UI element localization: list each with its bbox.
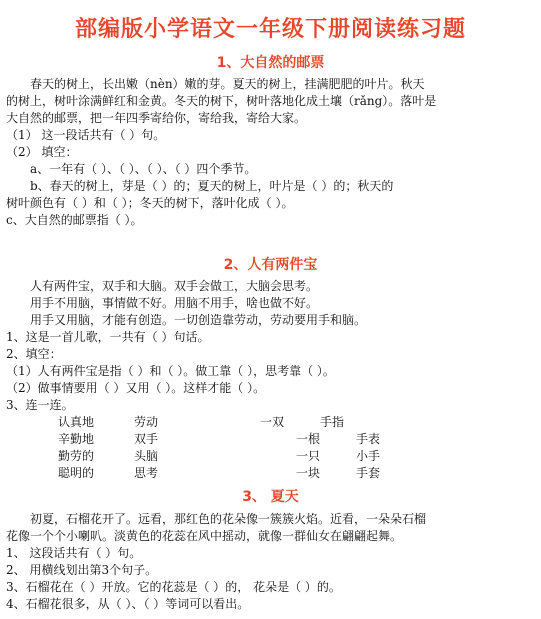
section-3-heading: 3、 夏天 (242, 489, 299, 505)
question-line: （1） 这一段话共有（ ）句。 (6, 128, 166, 142)
passage-line: 初夏，石榴花开了。远看，那红色的花朵像一簇簇火焰。近看，一朵朵石榴 (30, 512, 427, 526)
question-line: （2） 填空： (6, 145, 78, 159)
question-line: 1、 这段话共有（ ）句。 (6, 546, 142, 560)
question-line: （1）人有两件宝是指（ ）和（ ）。做工靠（ ），思考靠（ ）。 (6, 364, 335, 378)
matching-left-a: 认真地 (58, 415, 95, 429)
question-line: 3、石榴花在（ ）开放。它的花蕊是（ ）的， 花朵是（ ）的。 (6, 580, 341, 594)
passage-line: 大自然的邮票，把一年四季寄给你，寄给我，寄给大家。 (6, 111, 307, 125)
poem-line: 用手又用脑，才能有创造。一切创造靠劳动，劳动要用手和脑。 (30, 313, 367, 327)
section-2-heading: 2、人有两件宝 (223, 257, 318, 273)
passage-line: 的树上，树叶涂满鲜红和金黄。冬天的树下，树叶落地化成土壤（rǎng）。落叶是 (6, 94, 437, 108)
passage-line: 花像一个个小喇叭。淡黄色的花蕊在风中摇动，就像一群仙女在翩翩起舞。 (6, 529, 403, 543)
question-line: 1、这是一首儿歌，一共有（ ）句话。 (6, 330, 210, 344)
matching-left-a: 勤劳的 (58, 449, 95, 463)
question-line: a、一年有（ ）、（ ）、（ ）、（ ）四个季节。 (30, 162, 257, 176)
matching-right-a: 一双 (260, 415, 285, 429)
matching-left-b: 思考 (134, 466, 159, 480)
matching-right-b: 小手 (356, 449, 381, 463)
matching-right-b: 手套 (356, 466, 381, 480)
question-line: b、春天的树上，芽是（ ）的；夏天的树上，叶片是（ ）的；秋天的 (30, 179, 394, 193)
matching-right-a: 一只 (296, 449, 321, 463)
question-line: 2、 用横线划出第3个句子。 (6, 563, 158, 577)
passage-line: 春天的树上，长出嫩（nèn）嫩的芽。夏天的树上，挂满肥肥的叶片。秋天 (30, 77, 425, 91)
matching-right-a: 一根 (296, 432, 321, 446)
matching-left-a: 聪明的 (58, 466, 95, 480)
question-line: 3、连一连。 (6, 398, 74, 412)
matching-right-a: 一块 (296, 466, 321, 480)
question-line: 树叶颜色有（ ）和（ ）；冬天的树下，落叶化成（ ）。 (6, 196, 294, 210)
question-line: 4、石榴花很多，从（ ）、（ ）等词可以看出。 (6, 597, 250, 611)
matching-left-b: 头脑 (134, 449, 159, 463)
section-1-heading: 1、大自然的邮票 (216, 55, 325, 71)
question-line: c、大自然的邮票指（ ）。 (6, 213, 143, 227)
matching-right-b: 手表 (356, 432, 381, 446)
poem-line: 人有两件宝，双手和大脑。双手会做工，大脑会思考。 (30, 279, 319, 293)
matching-left-b: 劳动 (134, 415, 159, 429)
question-line: 2、填空： (6, 347, 62, 361)
matching-left-b: 双手 (134, 432, 159, 446)
page-title: 部编版小学语文一年级下册阅读练习题 (74, 17, 466, 42)
matching-right-b: 手指 (320, 415, 345, 429)
question-line: （2）做事情要用（ ）又用（ ）。这样才能（ ）。 (6, 381, 266, 395)
matching-left-a: 辛勤地 (58, 432, 95, 446)
poem-line: 用手不用脑，事情做不好。用脑不用手，啥也做不好。 (30, 296, 319, 310)
